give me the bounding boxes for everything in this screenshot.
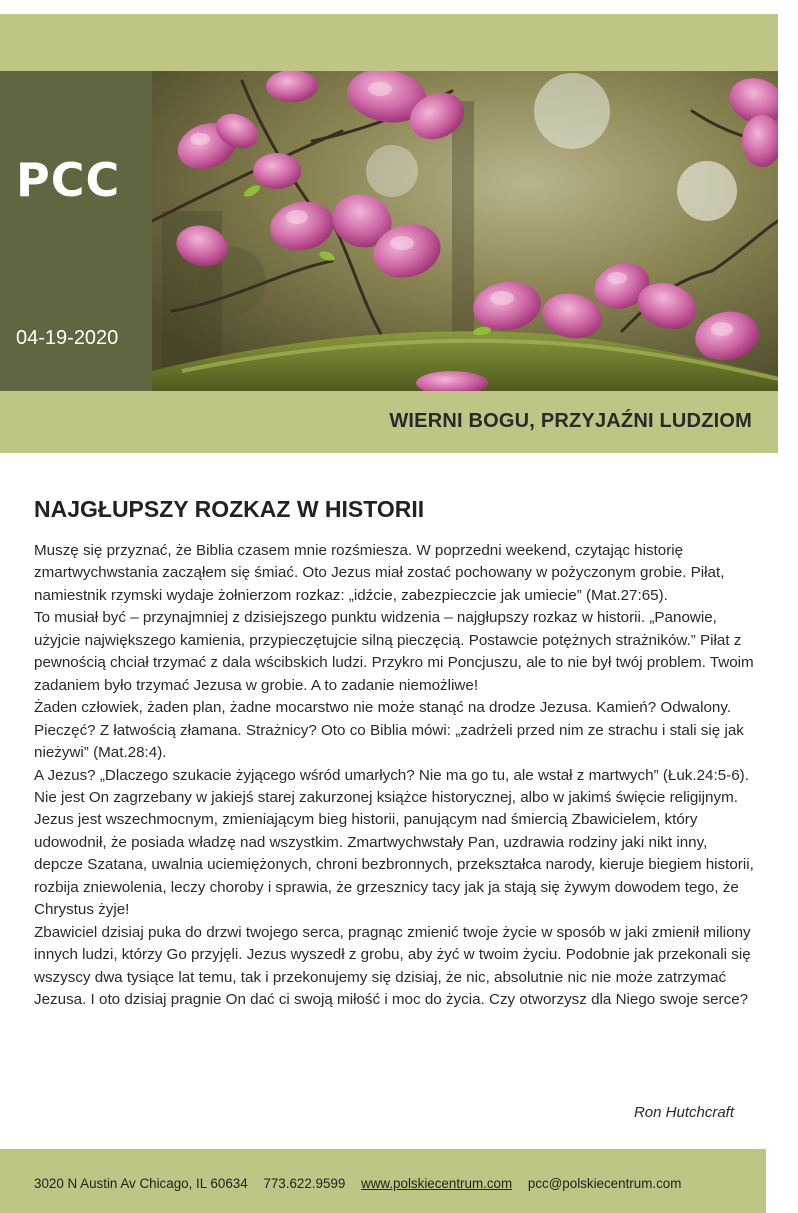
- footer-address: 3020 N Austin Av Chicago, IL 60634: [34, 1176, 248, 1191]
- footer-email-link[interactable]: pcc@polskiecentrum.com: [527, 1176, 682, 1191]
- motto-band: [0, 391, 778, 453]
- article-paragraph: A Jezus? „Dlaczego szukacie żyjącego wśród umarłych? Nie ma go tu, ale wstał z martwych” (Łuk.24:5-6).: [34, 766, 749, 784]
- article-paragraph: Muszę się przyznać, że Biblia czasem mnie rozśmiesza. W poprzedni weekend, czytając historię zmartwychwstania zacząłem się śmiać. Oto Jezus miał zostać pochowany w pożyczonym grobie. Piłat, namiestnik rzymski wydaje żołnierzom rozkaz: „idźcie, zabezpieczcie jak umiecie” (Mat.27:65).: [34, 542, 725, 604]
- motto: WIERNI BOGU, PRZYJAŹNI LUDZIOM: [389, 410, 752, 432]
- footer-contact: [34, 1176, 681, 1191]
- article-paragraph: Żaden człowiek, żaden plan, żadne mocarstwo nie może stanąć na drodze Jezusa. Kamień? Odwalony. Pieczęć? Z łatwością złamana. Strażnicy? Oto co Biblia mówi: „zadrżeli przed nim ze strachu i stali się jak nieżywi” (Mat.28:4).: [34, 699, 744, 762]
- article-author: Ron Hutchcraft: [633, 1104, 734, 1121]
- logo: PCC: [16, 153, 121, 207]
- magnolia-photo: [152, 71, 778, 391]
- article-body: [34, 540, 754, 1012]
- article-paragraph: Zbawiciel dzisiaj puka do drzwi twojego serca, pragnąc zmienić twoje życie w sposób w jaki zmienił miliony innych ludzi, którzy Go przyjęli. Jezus wyszedł z grobu, aby żyć w twoim życiu. Podobnie jak przekonali się wszyscy dwa tysiące lat temu, tak i przekonujemy się dzisiaj, że nic, absolutnie nic nie może zatrzymać Jezusa. I oto dzisiaj pragnie On dać ci swoją miłość i moc do życia. Czy otworzysz dla Niego swoje serce?: [34, 923, 751, 1009]
- footer: [0, 1149, 766, 1213]
- article-title: NAJGŁUPSZY ROZKAZ W HISTORII: [34, 496, 425, 522]
- bulletin-date: 04-19-2020: [16, 327, 119, 349]
- top-band: [0, 14, 778, 71]
- article-paragraph: To musiał być – przynajmniej z dzisiejszego punktu widzenia – najgłupszy rozkaz w historii. „Panowie, użyjcie największego kamienia, przypieczętujcie silną pieczęcią. Postawcie potężnych strażników.” Piłat z pewnością chciał trzymać z dala wścibskich ludzi. Przykro mi Poncjuszu, ale to nie był twój problem. Twoim zadaniem było trzymać Jezusa w grobie. A to zadanie niemożliwe!: [34, 609, 754, 694]
- footer-website-link[interactable]: www.polskiecentrum.com: [361, 1176, 513, 1191]
- footer-phone: 773.622.9599: [263, 1176, 346, 1191]
- brand-panel: [0, 71, 152, 391]
- article-paragraph: Nie jest On zagrzebany w jakiejś starej zakurzonej książce historycznej, albo w jakimś święcie religijnym. Jezus jest wszechmocnym, zmieniającym bieg historii, panującym nad śmiercią Zbawicielem, który udowodnił, że posiada władzę nad wszystkim. Zmartwychwstały Pan, uzdrawia rodziny jaki nikt inny, depcze Szatana, uwalnia uciemiężonych, chroni bezbronnych, przekształca narody, kieruje biegiem historii, rozbija zniewolenia, leczy choroby i sprawia, że grzesznicy tacy jak ja stają się żywym dowodem tego, że Chrystus żyje!: [34, 788, 754, 919]
